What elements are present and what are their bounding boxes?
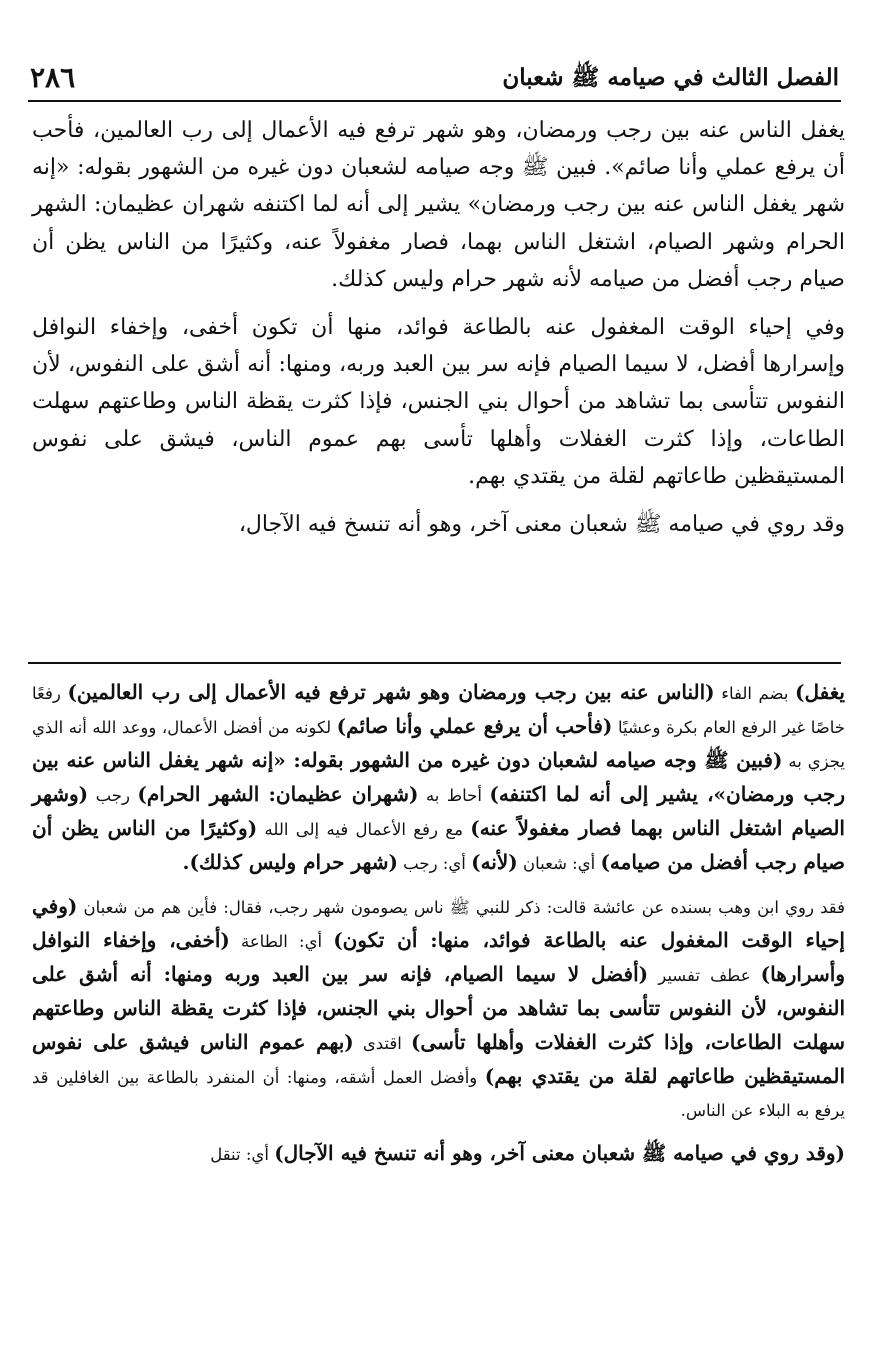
main-paragraph-1: يغفل الناس عنه بين رجب ورمضان، وهو شهر ترفع فيه الأعمال إلى رب العالمين، فأحب أن يرفع عملي وأنا صائم». فبين ﷺ وجه صيامه لشعبان دون غيره من الشهور بقوله: «إنه شهر يغفل الناس عنه بين رجب ورمضان» يشير إلى أنه لما اكتنفه شهران عظيمان: الشهر الحرام وشهر الصيام، اشتغل الناس بهما، فصار مغفولاً عنه، وكثيرًا من الناس يظن أن صيام رجب أفضل من صيامه لأنه شهر حرام وليس كذلك. [32, 118, 845, 292]
explanation-text-run: رجب [88, 786, 138, 805]
explanation-text-run: أحاط به [418, 786, 490, 805]
main-paragraph-2: وفي إحياء الوقت المغفول عنه بالطاعة فوائد، منها أن تكون أخفى، وإخفاء النوافل وإسرارها أفضل، لا سيما الصيام فإنه سر بين العبد وربه، ومنها: أنه أشق على النفوس، لأن النفوس تتأسى بما تشاهد من أحوال بني الجنس، فإذا كثرت يقظة الناس وطاعتهم سهلت الطاعات، وإذا كثرت الغفلات وأهلها تأسى بهم عموم الناس، فيشق على نفوس المستيقظين طاعاتهم لقلة من يقتدي بهم. [32, 315, 845, 489]
quoted-text-run: (فبين ﷺ وجه صيامه لشعبان دون غيره من الشهور بقوله: «إنه شهر يغفل الناس عنه بين رجب ورمضان»، يشير إلى أنه لما اكتنفه) [32, 748, 846, 806]
explanation-text-run: مع رفع الأعمال فيه إلى الله [257, 820, 471, 839]
explanation-text-run: بضم الفاء [714, 684, 796, 703]
quoted-text-run: (فأحب أن يرفع عملي وأنا صائم) [336, 714, 613, 738]
explanation-text-run: أي: تنقل [210, 1145, 275, 1164]
main-paragraph-3: وقد روي في صيامه ﷺ شعبان معنى آخر، وهو أنه تنسخ فيه الآجال، [238, 512, 845, 538]
main-text [32, 112, 845, 554]
explanation-text-run: فقد روي ابن وهب بسنده عن عائشة قالت: ذكر للنبي ﷺ ناس يصومون شهر رجب، فقال: فأين هم من شعبان [77, 898, 845, 917]
explanation-text-run: لكونه من أفضل الأعمال، ووعد الله أنه الذي يجزي به [32, 718, 845, 771]
commentary-paragraph-1 [32, 676, 845, 880]
quoted-text-run: يغفل) [795, 680, 845, 704]
commentary [32, 676, 845, 1181]
quoted-text-run: (أفضل لا سيما الصيام، فإنه سر بين العبد وربه ومنها: أنه أشق على النفوس، لأن النفوس تتأسى بما تشاهد من أحوال بني الجنس، فإذا كثرت يقظة الناس وطاعتهم سهلت الطاعات، وإذا كثرت الغفلات وأهلها تأسى) [32, 962, 845, 1054]
explanation-text-run: وأفضل العمل أشقه، ومنها: أن المنفرد بالطاعة بين الغافلين قد يرفع به البلاء عن الناس. [32, 1068, 845, 1120]
quoted-text-run: (أخفى، وإخفاء النوافل وأسرارها) [32, 928, 845, 986]
quoted-text-run: (شهران عظيمان: الشهر الحرام) [137, 782, 419, 806]
running-title: الفصل الثالث في صيامه ﷺ شعبان [502, 64, 839, 91]
commentary-paragraph-3 [32, 1137, 845, 1171]
quoted-text-run: (وشهر الصيام اشتغل الناس بهما فصار مغفولاً عنه) [32, 782, 845, 840]
header-rule [28, 100, 841, 102]
quoted-text-run: (لأنه) [471, 850, 518, 874]
quoted-text-run: (وفي إحياء الوقت المغفول عنه بالطاعة فوائد، منها: أن تكون) [32, 894, 845, 952]
explanation-text-run: أي: شعبان [517, 854, 601, 873]
quoted-text-run: (الناس عنه بين رجب ورمضان وهو شهر ترفع فيه الأعمال إلى رب العالمين) [67, 680, 715, 704]
commentary-divider [28, 662, 841, 664]
page-header [30, 50, 839, 96]
commentary-paragraph-2 [32, 890, 845, 1127]
explanation-text-run: أي: رجب [397, 854, 472, 873]
explanation-text-run: عطف تفسير [648, 966, 761, 985]
quoted-text-run: (وكثيرًا من الناس يظن أن صيام رجب أفضل من صيامه) [32, 816, 845, 874]
explanation-text-run: رفعًا خاصًا غير الرفع العام بكرة وعشيًا [32, 684, 846, 737]
page-number: ٢٨٦ [30, 61, 76, 94]
quoted-text-run: (وقد روي في صيامه ﷺ شعبان معنى آخر، وهو أنه تنسخ فيه الآجال) [274, 1141, 845, 1165]
quoted-text-run: (شهر حرام وليس كذلك). [182, 850, 398, 874]
explanation-text-run: أي: الطاعة [229, 932, 334, 951]
explanation-text-run: اقتدى [353, 1034, 411, 1053]
quoted-text-run: (بهم عموم الناس فيشق على نفوس المستيقظين طاعاتهم لقلة من يقتدي بهم) [32, 1030, 845, 1088]
